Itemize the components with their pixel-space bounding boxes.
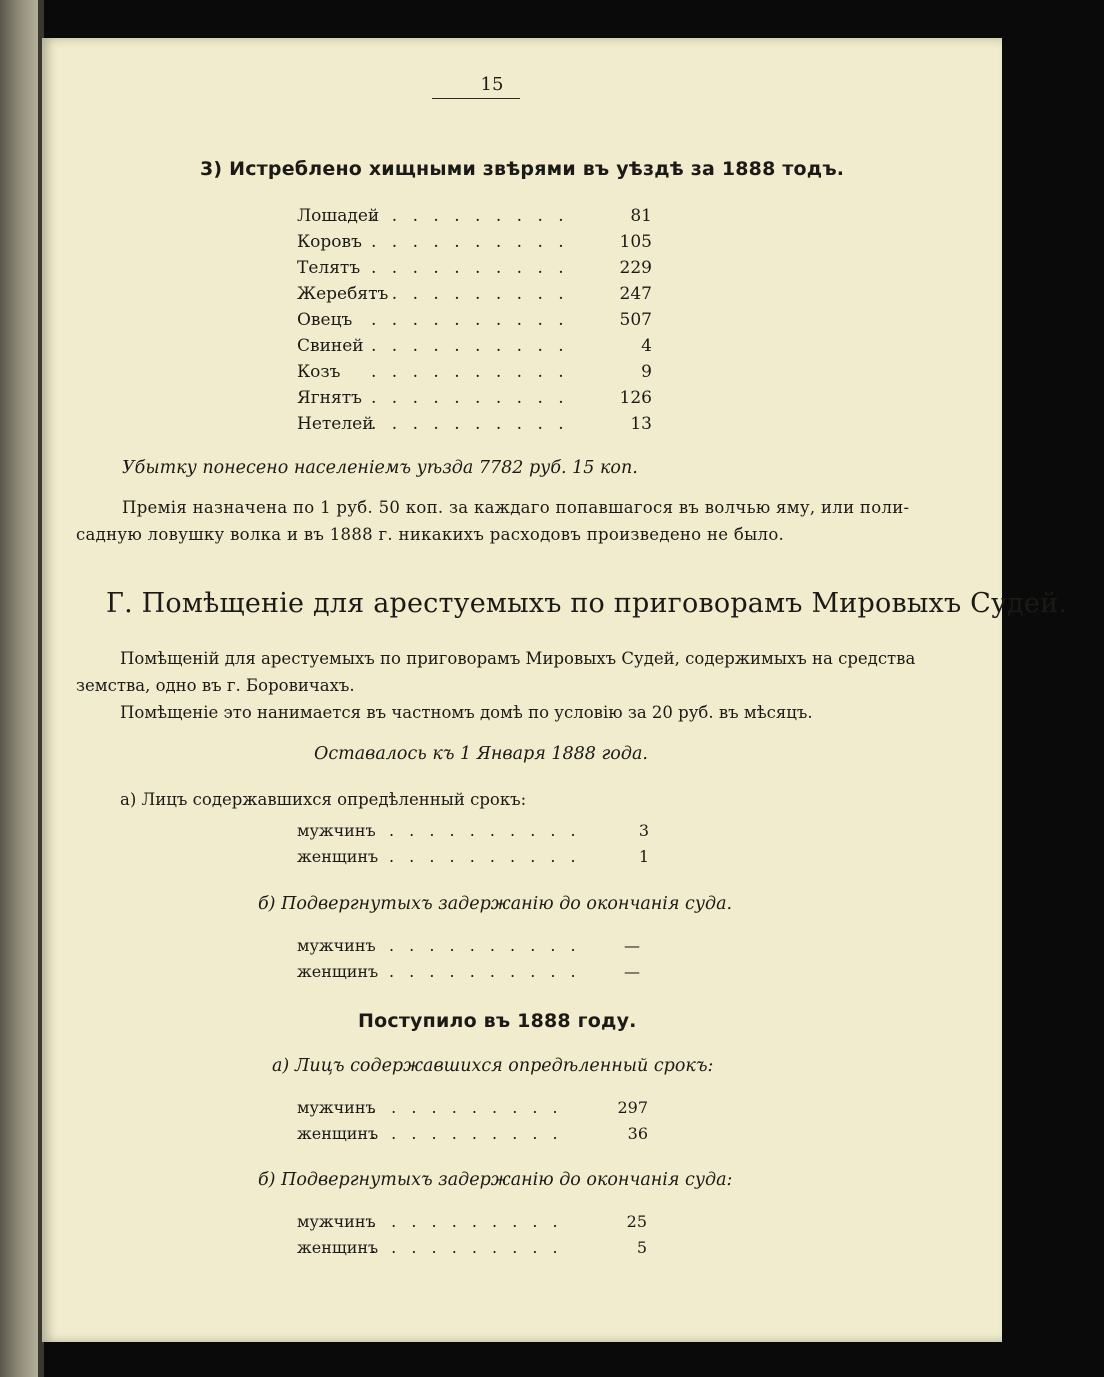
remained-a-label: а) Лицъ содержавшихся опредѣленный срокъ: [120,790,527,809]
dot-leader: . . . . . . . . . . [389,936,581,955]
row-value: 3 [638,821,649,840]
remained-b-row [297,962,640,988]
previous-page-edge [0,0,40,1377]
dot-leader: . . . . . . . . . . [371,232,569,252]
row-value: 105 [619,232,652,252]
loss-note: Убытку понесено населеніемъ уѣзда 7782 руб. 15 коп. [122,458,638,478]
animal-row [297,232,652,258]
row-label: женщинъ [297,962,379,981]
row-label: Козъ [297,362,341,382]
row-label: мужчинъ [297,821,376,840]
remained-a-row [297,821,649,847]
row-label: Лошадей [297,206,380,226]
page-number-rule [432,98,520,99]
dot-leader: . . . . . . . . . . [371,258,569,278]
premium-line-1: Премія назначена по 1 руб. 50 коп. за каждаго попавшагося въ волчью яму, или поли- [122,498,910,517]
row-label: Ягнятъ [297,388,362,408]
section-g-para1-line1: Помѣщеній для арестуемыхъ по приговорамъ Мировыхъ Судей, содержимыхъ на средства [120,649,916,668]
arrived-heading: Поступило въ 1888 году. [358,1010,637,1032]
dot-leader: . . . . . . . . . . [371,336,569,356]
animal-row [297,388,652,414]
animal-row [297,258,652,284]
row-value: 297 [617,1098,648,1117]
arrived-a-label: а) Лицъ содержавшихся опредѣленный срокъ: [272,1056,714,1076]
animal-row [297,206,652,232]
remained-b-label: б) Подвергнутыхъ задержанію до окончанія суда. [258,894,733,914]
page-number: 15 [480,74,504,95]
animal-row [297,362,652,388]
dot-leader: . . . . . . . . . . [371,284,569,304]
document-page [42,38,1068,1342]
arrived-b-row [297,1212,647,1238]
row-label: женщинъ [297,847,379,866]
row-value: — [624,962,640,981]
dot-leader: . . . . . . . . . . [371,1212,563,1231]
dot-leader: . . . . . . . . . . [371,1098,563,1117]
animal-row [297,414,652,440]
section-3-heading: 3) Истреблено хищными звѣрями въ уѣздѣ за 1888 тодъ. [200,158,845,180]
arrived-a-row [297,1098,648,1124]
row-label: мужчинъ [297,936,376,955]
remained-b-row [297,936,640,962]
section-g-para2: Помѣщеніе это нанимается въ частномъ домѣ по условію за 20 руб. въ мѣсяцъ. [120,703,813,722]
arrived-b-label: б) Подвергнутыхъ задержанію до окончанія суда: [258,1170,733,1190]
row-label: женщинъ [297,1124,379,1143]
section-g-heading: Г. Помѣщеніе для арестуемыхъ по приговорамъ Мировыхъ Судей. [106,588,1068,619]
row-value: 25 [626,1212,647,1231]
row-value: 229 [619,258,652,278]
row-value: 81 [630,206,652,226]
remained-a-row [297,847,649,873]
row-label: Нетелей [297,414,374,434]
dot-leader: . . . . . . . . . . [371,414,569,434]
row-value: 9 [641,362,652,382]
row-value: 247 [619,284,652,304]
dot-leader: . . . . . . . . . . [371,362,569,382]
arrived-b-row [297,1238,647,1264]
arrived-a-row [297,1124,648,1150]
dot-leader: . . . . . . . . . . [371,310,569,330]
row-value: 5 [636,1238,647,1257]
row-value: 36 [627,1124,648,1143]
dot-leader: . . . . . . . . . . [371,388,569,408]
row-value: 126 [619,388,652,408]
row-value: 1 [638,847,649,866]
animal-row [297,284,652,310]
remained-heading: Оставалось къ 1 Января 1888 года. [314,744,648,764]
row-value: — [624,936,640,955]
dot-leader: . . . . . . . . . . [371,206,569,226]
row-value: 507 [619,310,652,330]
animal-row [297,310,652,336]
row-label: женщинъ [297,1238,379,1257]
row-label: Свиней [297,336,364,356]
premium-line-2: садную ловушку волка и въ 1888 г. никакихъ расходовъ произведено не было. [76,525,785,544]
dot-leader: . . . . . . . . . . [389,847,581,866]
row-label: Телятъ [297,258,361,278]
dot-leader: . . . . . . . . . . [389,962,581,981]
row-value: 4 [641,336,652,356]
row-value: 13 [630,414,652,434]
dot-leader: . . . . . . . . . . [371,1238,563,1257]
animal-row [297,336,652,362]
dot-leader: . . . . . . . . . . [371,1124,563,1143]
row-label: Коровъ [297,232,362,252]
row-label: мужчинъ [297,1098,376,1117]
row-label: Жеребятъ [297,284,389,304]
row-label: Овецъ [297,310,353,330]
row-label: мужчинъ [297,1212,376,1231]
dot-leader: . . . . . . . . . . [389,821,581,840]
section-g-para1-line2: земства, одно въ г. Боровичахъ. [76,676,355,695]
